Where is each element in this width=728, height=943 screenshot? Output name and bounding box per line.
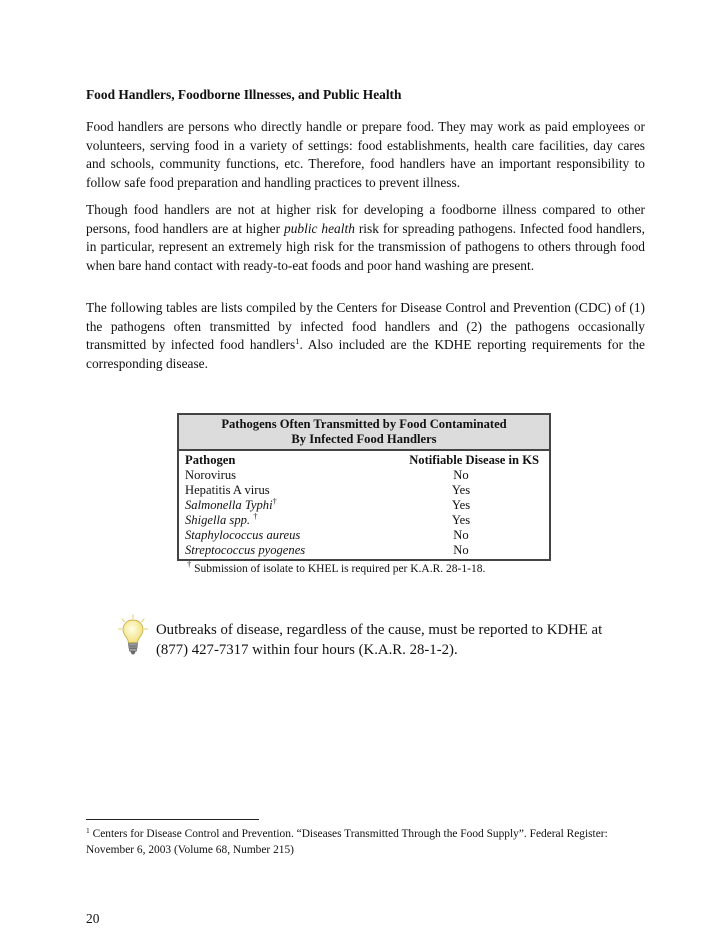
table-row (178, 528, 550, 543)
pathogen-cell (178, 468, 373, 483)
reporting-callout (118, 614, 638, 674)
italic-emphasis: public health (284, 220, 355, 236)
paragraph-text: . Also included are the KDHE reporting requirements for the corresponding disease. (86, 337, 646, 371)
column-header-pathogen: Pathogen (185, 453, 236, 467)
dagger-mark: † (253, 511, 258, 521)
pathogen-cell (178, 498, 373, 513)
table-row (178, 498, 550, 513)
table-row (178, 513, 550, 528)
pathogen-table (177, 413, 551, 561)
footnote (86, 826, 656, 858)
pathogen-table-container (177, 413, 551, 576)
dagger-mark: † (187, 559, 192, 569)
table-row (178, 483, 550, 498)
notifiable-cell: Yes (451, 513, 471, 527)
footnote-divider (86, 819, 259, 820)
notifiable-cell: No (453, 543, 469, 557)
table-title-line: By Infected Food Handlers (291, 432, 437, 446)
lightbulb-icon (118, 614, 148, 660)
section-heading: Food Handlers, Foodborne Illnesses, and Public Health (86, 87, 402, 102)
pathogen-name: Shigella spp. (185, 513, 254, 527)
notifiable-cell: No (453, 528, 469, 542)
pathogen-name: Hepatitis A virus (185, 483, 270, 497)
paragraph-text: The following tables are lists compiled by the Centers for Disease Control and Prevention (CDC) of (1) the pathogens often transmitted by infected food handlers and (2) the pathogens occasionally transmitted by infected food handlers (86, 300, 645, 353)
notifiable-cell: Yes (451, 498, 471, 512)
table-row (178, 543, 550, 560)
pathogen-cell (178, 513, 373, 528)
paragraph-food-handlers-definition: Food handlers are persons who directly handle or prepare food. They may work as paid employees or volunteers, serving food in a variety of settings: food establishments, health care facilities, day cares and schools, community functions, etc. Therefore, food handlers have an important responsibility to follow safe food preparation and handling practices to prevent illness. (86, 119, 645, 190)
table-footnote (177, 561, 551, 576)
table-footnote-text: Submission of isolate to KHEL is required per K.A.R. 28-1-18. (191, 563, 486, 575)
callout-line: (877) 427-7317 within four hours (K.A.R. 28-1-2). (156, 642, 458, 658)
pathogen-name: Staphylococcus aureus (185, 528, 301, 542)
pathogen-name: Salmonella Typhi (185, 498, 273, 512)
table-row (178, 468, 550, 483)
table-title (178, 414, 550, 450)
paragraph-cdc-tables-intro (86, 299, 645, 373)
notifiable-cell: Yes (451, 483, 471, 497)
pathogen-name: Norovirus (185, 468, 237, 482)
footnote-mark: 1 (86, 826, 90, 835)
callout-line: Outbreaks of disease, regardless of the cause, must be reported to KDHE at (156, 622, 603, 638)
paragraph-text: Though food handlers are not at higher risk for developing a foodborne illness compared to other persons, food handlers are at higher (86, 202, 645, 236)
pathogen-name: Streptococcus pyogenes (185, 543, 306, 557)
paragraph-text: risk for spreading pathogens. Infected food handlers, in particular, represent an extremely high risk for the transmission of pathogens to others through food when bare hand contact with ready-to-eat foods and poor hand washing are present. (86, 220, 645, 273)
page-number: 20 (86, 911, 100, 926)
table-title-row (178, 414, 550, 450)
paragraph-public-health-risk (86, 201, 645, 275)
footnote-text: Centers for Disease Control and Prevention. “Diseases Transmitted Through the Food Supply”. Federal Register: (89, 828, 608, 840)
footnote-line: November 6, 2003 (Volume 68, Number 215) (86, 844, 294, 856)
notifiable-cell: No (453, 468, 469, 482)
dagger-mark: † (272, 496, 277, 506)
footnote-reference: 1 (295, 336, 300, 347)
column-header-notifiable: Notifiable Disease in KS (409, 453, 539, 467)
table-title-line: Pathogens Often Transmitted by Food Contaminated (221, 417, 507, 431)
pathogen-cell (178, 543, 373, 560)
pathogen-cell (178, 528, 373, 543)
footnote-line (86, 826, 656, 842)
callout-text (156, 620, 636, 660)
table-header-row (178, 450, 550, 468)
